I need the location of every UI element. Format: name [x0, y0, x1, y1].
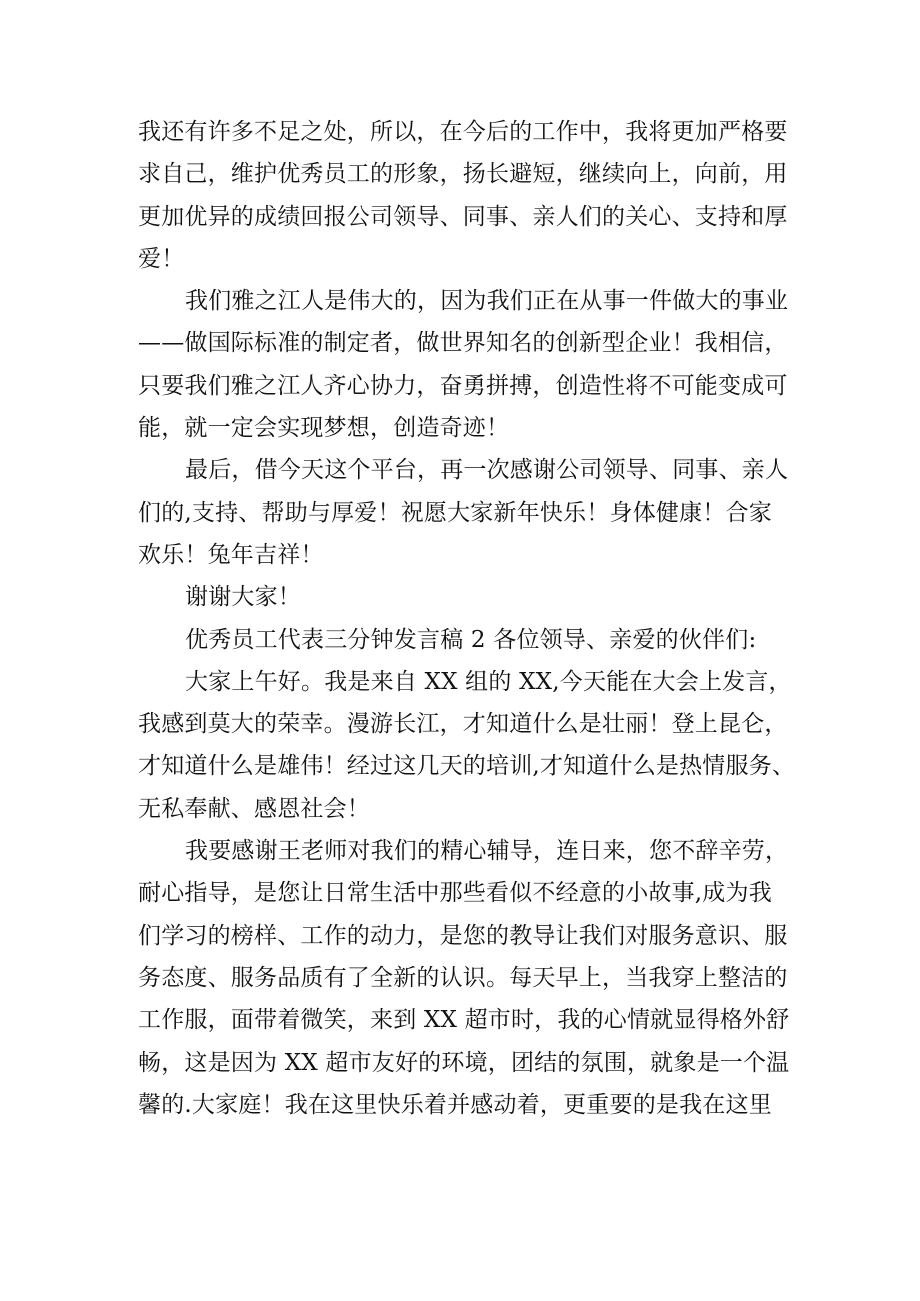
text-line: 欢乐！兔年吉祥！ [138, 541, 324, 568]
paragraph-first-line: 谢谢大家！ [185, 584, 301, 611]
text-line: 才知道什么是雄伟！经过这几天的培训,才知道什么是热情服务、 [138, 753, 796, 780]
document-body [138, 111, 798, 1126]
text-line: 们的,支持、帮助与厚爱！祝愿大家新年快乐！身体健康！合家 [138, 499, 772, 526]
text-line: 馨的.大家庭！我在这里快乐着并感动着，更重要的是我在这里 [138, 1091, 772, 1118]
text-line: 更加优异的成绩回报公司领导、同事、亲人们的关心、支持和厚 [138, 203, 788, 230]
paragraph-first-line: 我们雅之江人是伟大的，因为我们正在从事一件做大的事业 [185, 288, 789, 315]
paragraph-first-line: 我要感谢王老师对我们的精心辅导，连日来，您不辞辛劳， [185, 838, 789, 865]
text-line: 爱！ [138, 245, 185, 272]
section-heading: 优秀员工代表三分钟发言稿 2 各位领导、亲爱的伙伴们: [185, 626, 757, 653]
paragraph-first-line: 大家上午好。我是来自 XX 组的 XX,今天能在大会上发言， [185, 668, 792, 695]
text-line: 我感到莫大的荣幸。漫游长江，才知道什么是壮丽！登上昆仑， [138, 711, 788, 738]
text-line: 耐心指导，是您让日常生活中那些看似不经意的小故事,成为我 [138, 880, 772, 907]
text-line: ——做国际标准的制定者，做世界知名的创新型企业！我相信， [138, 330, 788, 357]
text-line: 我还有许多不足之处，所以，在今后的工作中，我将更加严格要 [138, 119, 788, 145]
text-line: 工作服，面带着微笑，来到 XX 超市时，我的心情就显得格外舒 [138, 1007, 790, 1034]
text-line: 们学习的榜样、工作的动力，是您的教导让我们对服务意识、服 [138, 922, 788, 949]
text-line: 求自己，维护优秀员工的形象，扬长避短，继续向上，向前，用 [138, 161, 788, 188]
text-line: 能，就一定会实现梦想，创造奇迹！ [138, 415, 510, 442]
paragraph-first-line: 最后，借今天这个平台，再一次感谢公司领导、同事、亲人 [185, 457, 789, 484]
text-line: 无私奉献、感恩社会！ [138, 795, 370, 822]
text-line: 只要我们雅之江人齐心协力，奋勇拼搏，创造性将不可能变成可 [138, 372, 788, 399]
text-line: 畅，这是因为 XX 超市友好的环境，团结的氛围，就象是一个温 [138, 1049, 790, 1076]
text-line: 务态度、服务品质有了全新的认识。每天早上，当我穿上整洁的 [138, 964, 788, 991]
